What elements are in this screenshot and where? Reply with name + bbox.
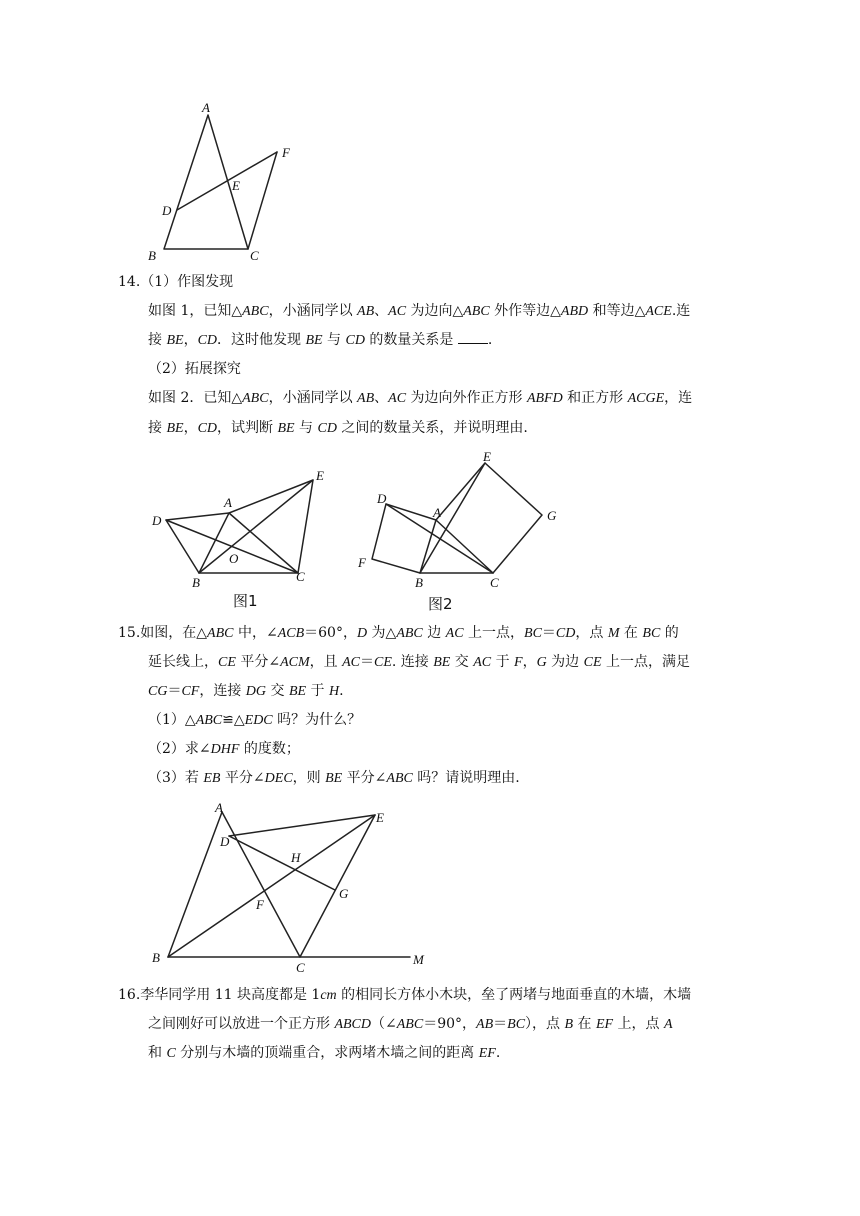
text-fragment: ，: [522, 654, 537, 670]
fig15-label-e: E: [376, 810, 384, 825]
text-fragment: 于: [491, 654, 515, 670]
text-fragment: AB: [476, 1017, 494, 1032]
text-fragment: 与: [322, 332, 346, 348]
q14-part1-line1: [148, 301, 690, 322]
text-fragment: 如图 1，已知△: [148, 303, 243, 319]
text-fragment: ，小涵同学以: [268, 303, 358, 319]
fig15-label-h: H: [291, 850, 301, 865]
text-fragment: AC: [342, 655, 360, 670]
text-fragment: 外作等边△: [489, 303, 561, 319]
text-fragment: F: [514, 655, 523, 670]
text-fragment: BE: [166, 421, 184, 436]
text-fragment: 和: [148, 1045, 167, 1061]
fig1-segment-be: [199, 480, 313, 573]
fig1-caption: 图1: [233, 592, 258, 610]
text-fragment: ，小涵同学以: [268, 390, 358, 406]
text-fragment: 交: [266, 683, 289, 699]
text-fragment: .: [495, 1045, 501, 1061]
fig2-label-g: G: [547, 508, 557, 523]
text-fragment: ，点: [575, 625, 608, 641]
fig13-label-b: B: [148, 248, 156, 263]
text-fragment: ），点: [525, 1016, 565, 1032]
text-fragment: （∠: [371, 1016, 397, 1032]
fig15-segment-dg: [229, 836, 335, 890]
text-fragment: ，连接: [199, 683, 246, 699]
q15-line1: [118, 623, 679, 644]
text-fragment: EF: [478, 1046, 496, 1061]
text-fragment: CF: [181, 684, 200, 699]
text-fragment: 的度数；: [239, 741, 300, 757]
text-fragment: 为△: [367, 625, 397, 641]
text-fragment: ABC: [207, 626, 234, 641]
text-fragment: ，: [183, 420, 198, 436]
q14-part2-title: （2）拓展探究: [148, 361, 241, 377]
fig2-label-f: F: [358, 555, 366, 570]
text-fragment: 分别与木墙的顶端重合，求两堵木墙之间的距离: [175, 1045, 479, 1061]
text-fragment: 延长线上，: [148, 654, 218, 670]
text-fragment: BC: [524, 626, 542, 641]
text-fragment: 平分∠: [342, 770, 387, 786]
text-fragment: ＝: [359, 654, 374, 670]
text-fragment: ABCD: [334, 1017, 372, 1032]
text-fragment: ，试判断: [217, 420, 278, 436]
q14-number: 14.: [118, 274, 141, 290]
text-fragment: B: [564, 1017, 574, 1032]
q14-part2-line1: [148, 388, 692, 409]
text-fragment: BE: [325, 771, 343, 786]
figure-13: [140, 95, 320, 270]
figure-13-svg: [140, 95, 320, 270]
text-fragment: ABC: [195, 713, 223, 728]
q15-line2: [148, 652, 690, 673]
q14-figure-2-svg: [355, 445, 575, 615]
text-fragment: M: [607, 626, 620, 641]
text-fragment: EDC: [244, 713, 273, 728]
text-fragment: BE: [305, 333, 323, 348]
text-fragment: 中，∠: [233, 625, 278, 641]
text-fragment: 的数量关系是: [364, 332, 458, 348]
text-fragment: 和正方形: [562, 390, 628, 406]
text-fragment: ABC: [396, 626, 423, 641]
q16-number: 16.: [118, 987, 141, 1003]
q16-line3: [148, 1043, 500, 1064]
text-fragment: ABC: [396, 1017, 424, 1032]
text-fragment: ≌△: [222, 712, 245, 728]
text-fragment: （3）若: [148, 770, 204, 786]
text-fragment: 的相同长方体小木块，垒了两堵与地面垂直的木墙，木墙: [336, 987, 692, 1003]
fig1-label-e: E: [316, 468, 324, 483]
text-fragment: C: [166, 1046, 176, 1061]
q14-figure-1: [150, 465, 340, 615]
text-fragment: ABD: [560, 304, 589, 319]
fig1-label-c: C: [296, 569, 305, 584]
fig15-label-f: F: [256, 897, 264, 912]
fig1-label-o: O: [229, 551, 239, 566]
fig15-label-d: D: [220, 834, 230, 849]
text-fragment: BE: [166, 333, 184, 348]
text-fragment: ACB: [277, 626, 305, 641]
text-fragment: 边: [422, 625, 446, 641]
text-fragment: 的: [660, 625, 679, 641]
text-fragment: 接: [148, 332, 167, 348]
q14-part2-line2: [148, 418, 528, 439]
text-fragment: BE: [433, 655, 451, 670]
text-fragment: 上一点，满足: [601, 654, 690, 670]
text-fragment: EB: [203, 771, 221, 786]
text-fragment: ，连: [664, 390, 693, 406]
q15-sub2: [148, 739, 300, 760]
text-fragment: BC: [642, 626, 661, 641]
text-fragment: .: [339, 683, 344, 699]
text-fragment: ABC: [242, 391, 269, 406]
fig13-label-e: E: [232, 178, 240, 193]
text-fragment: 为边向△: [406, 303, 464, 319]
text-fragment: ABC: [242, 304, 269, 319]
text-fragment: 如图，在△: [140, 625, 208, 641]
q16-line1: [118, 985, 691, 1006]
text-fragment: 与: [294, 420, 318, 436]
text-fragment: EF: [595, 1017, 614, 1032]
fig2-label-a: A: [433, 505, 441, 520]
text-fragment: ＝: [541, 625, 556, 641]
text-fragment: CD: [345, 333, 365, 348]
text-fragment: CE: [373, 655, 392, 670]
q14-part1-title: （1）作图发现: [140, 274, 234, 290]
fig15-label-b: B: [152, 950, 160, 965]
text-fragment: 平分∠: [220, 770, 265, 786]
fig15-segment-ac: [222, 812, 300, 957]
answer-blank[interactable]: [458, 331, 488, 344]
text-fragment: 之间的数量关系，并说明理由.: [336, 420, 528, 436]
text-fragment: 于: [306, 683, 329, 699]
text-fragment: 吗？为什么？: [272, 712, 362, 728]
text-fragment: H: [328, 684, 340, 699]
text-fragment: CE: [583, 655, 602, 670]
text-fragment: ，: [183, 332, 198, 348]
text-fragment: 为边向外作正方形: [406, 390, 527, 406]
text-fragment: AC: [473, 655, 492, 670]
text-fragment: AC: [445, 626, 464, 641]
fig1-label-a: A: [224, 495, 232, 510]
text-fragment: A: [663, 1017, 673, 1032]
q15-sub1: [148, 710, 361, 731]
text-fragment: ＝60°，: [304, 625, 357, 641]
text-fragment: AB: [357, 304, 375, 319]
text-fragment: 平分∠: [235, 654, 281, 670]
q15-figure-svg: [148, 800, 448, 975]
text-fragment: ，且: [309, 654, 343, 670]
fig13-label-f: F: [282, 145, 290, 160]
text-fragment: .: [487, 332, 493, 348]
text-fragment: AC: [388, 304, 407, 319]
fig1-label-d: D: [152, 513, 162, 528]
text-fragment: CD: [317, 421, 337, 436]
fig15-segment-ec: [300, 815, 375, 957]
text-fragment: G: [536, 655, 547, 670]
text-fragment: 如图 2．已知△: [148, 390, 243, 406]
q16-line2: [148, 1014, 673, 1035]
q14-part1-line2: [148, 330, 492, 351]
text-fragment: ACE: [645, 304, 672, 319]
text-fragment: AC: [388, 391, 407, 406]
q14-heading: [118, 272, 233, 292]
fig15-label-c: C: [296, 960, 305, 975]
fig15-segment-ab: [168, 812, 222, 957]
q15-sub3: [148, 768, 520, 789]
text-fragment: BC: [507, 1017, 526, 1032]
text-fragment: CE: [218, 655, 236, 670]
text-fragment: ABC: [386, 771, 413, 786]
text-fragment: ABC: [463, 304, 490, 319]
text-fragment: ABFD: [526, 391, 563, 406]
fig1-segment-ac: [229, 513, 298, 573]
fig13-label-a: A: [202, 100, 210, 115]
text-fragment: ＝: [167, 683, 182, 699]
text-fragment: ＝90°，: [423, 1016, 477, 1032]
fig2-caption: 图2: [428, 595, 453, 613]
text-fragment: （2）求∠: [148, 741, 211, 757]
text-fragment: 上一点，: [463, 625, 525, 641]
fig2-label-c: C: [490, 575, 499, 590]
text-fragment: .连: [671, 303, 691, 319]
text-fragment: 、: [374, 390, 389, 406]
text-fragment: DEC: [264, 771, 293, 786]
text-fragment: D: [356, 626, 368, 641]
text-fragment: （1）△: [148, 712, 196, 728]
fig1-outline: [166, 480, 313, 573]
fig1-label-b: B: [192, 575, 200, 590]
text-fragment: ．这时他发现: [217, 332, 306, 348]
text-fragment: ACM: [280, 655, 310, 670]
text-fragment: DG: [245, 684, 267, 699]
text-fragment: BE: [288, 684, 307, 699]
text-fragment: cm: [320, 988, 337, 1003]
text-fragment: 为边: [546, 654, 584, 670]
text-fragment: ＝: [493, 1016, 508, 1032]
text-fragment: CD: [197, 333, 218, 348]
q15-number: 15.: [118, 625, 141, 641]
text-fragment: ACGE: [627, 391, 665, 406]
q15-figure: [148, 800, 448, 975]
text-fragment: AB: [357, 391, 375, 406]
text-fragment: BE: [277, 421, 295, 436]
text-fragment: CG: [148, 684, 168, 699]
text-fragment: 上，点: [613, 1016, 664, 1032]
q15-line3: [148, 681, 344, 702]
q14-figure-2: [355, 445, 575, 615]
text-fragment: ，则: [292, 770, 326, 786]
fig15-segment-de: [229, 815, 375, 836]
text-fragment: 和等边△: [588, 303, 646, 319]
text-fragment: . 连接: [391, 654, 434, 670]
text-fragment: 在: [573, 1016, 596, 1032]
text-fragment: CD: [197, 421, 218, 436]
fig2-label-e: E: [483, 449, 491, 464]
text-fragment: DHF: [210, 742, 240, 757]
q14-figure-1-svg: [150, 465, 340, 615]
fig13-label-d: D: [162, 203, 172, 218]
text-fragment: 之间刚好可以放进一个正方形: [148, 1016, 335, 1032]
fig2-label-b: B: [415, 575, 423, 590]
fig13-label-c: C: [250, 248, 259, 263]
fig2-label-d: D: [377, 491, 387, 506]
fig15-label-m: M: [413, 952, 424, 967]
fig15-label-a: A: [215, 800, 223, 815]
text-fragment: 李华同学用 11 块高度都是 1: [140, 987, 321, 1003]
text-fragment: 、: [374, 303, 389, 319]
text-fragment: 在: [619, 625, 643, 641]
fig15-label-g: G: [339, 886, 349, 901]
text-fragment: 吗？请说明理由.: [412, 770, 520, 786]
text-fragment: 接: [148, 420, 167, 436]
text-fragment: CD: [555, 626, 576, 641]
text-fragment: 交: [450, 654, 474, 670]
